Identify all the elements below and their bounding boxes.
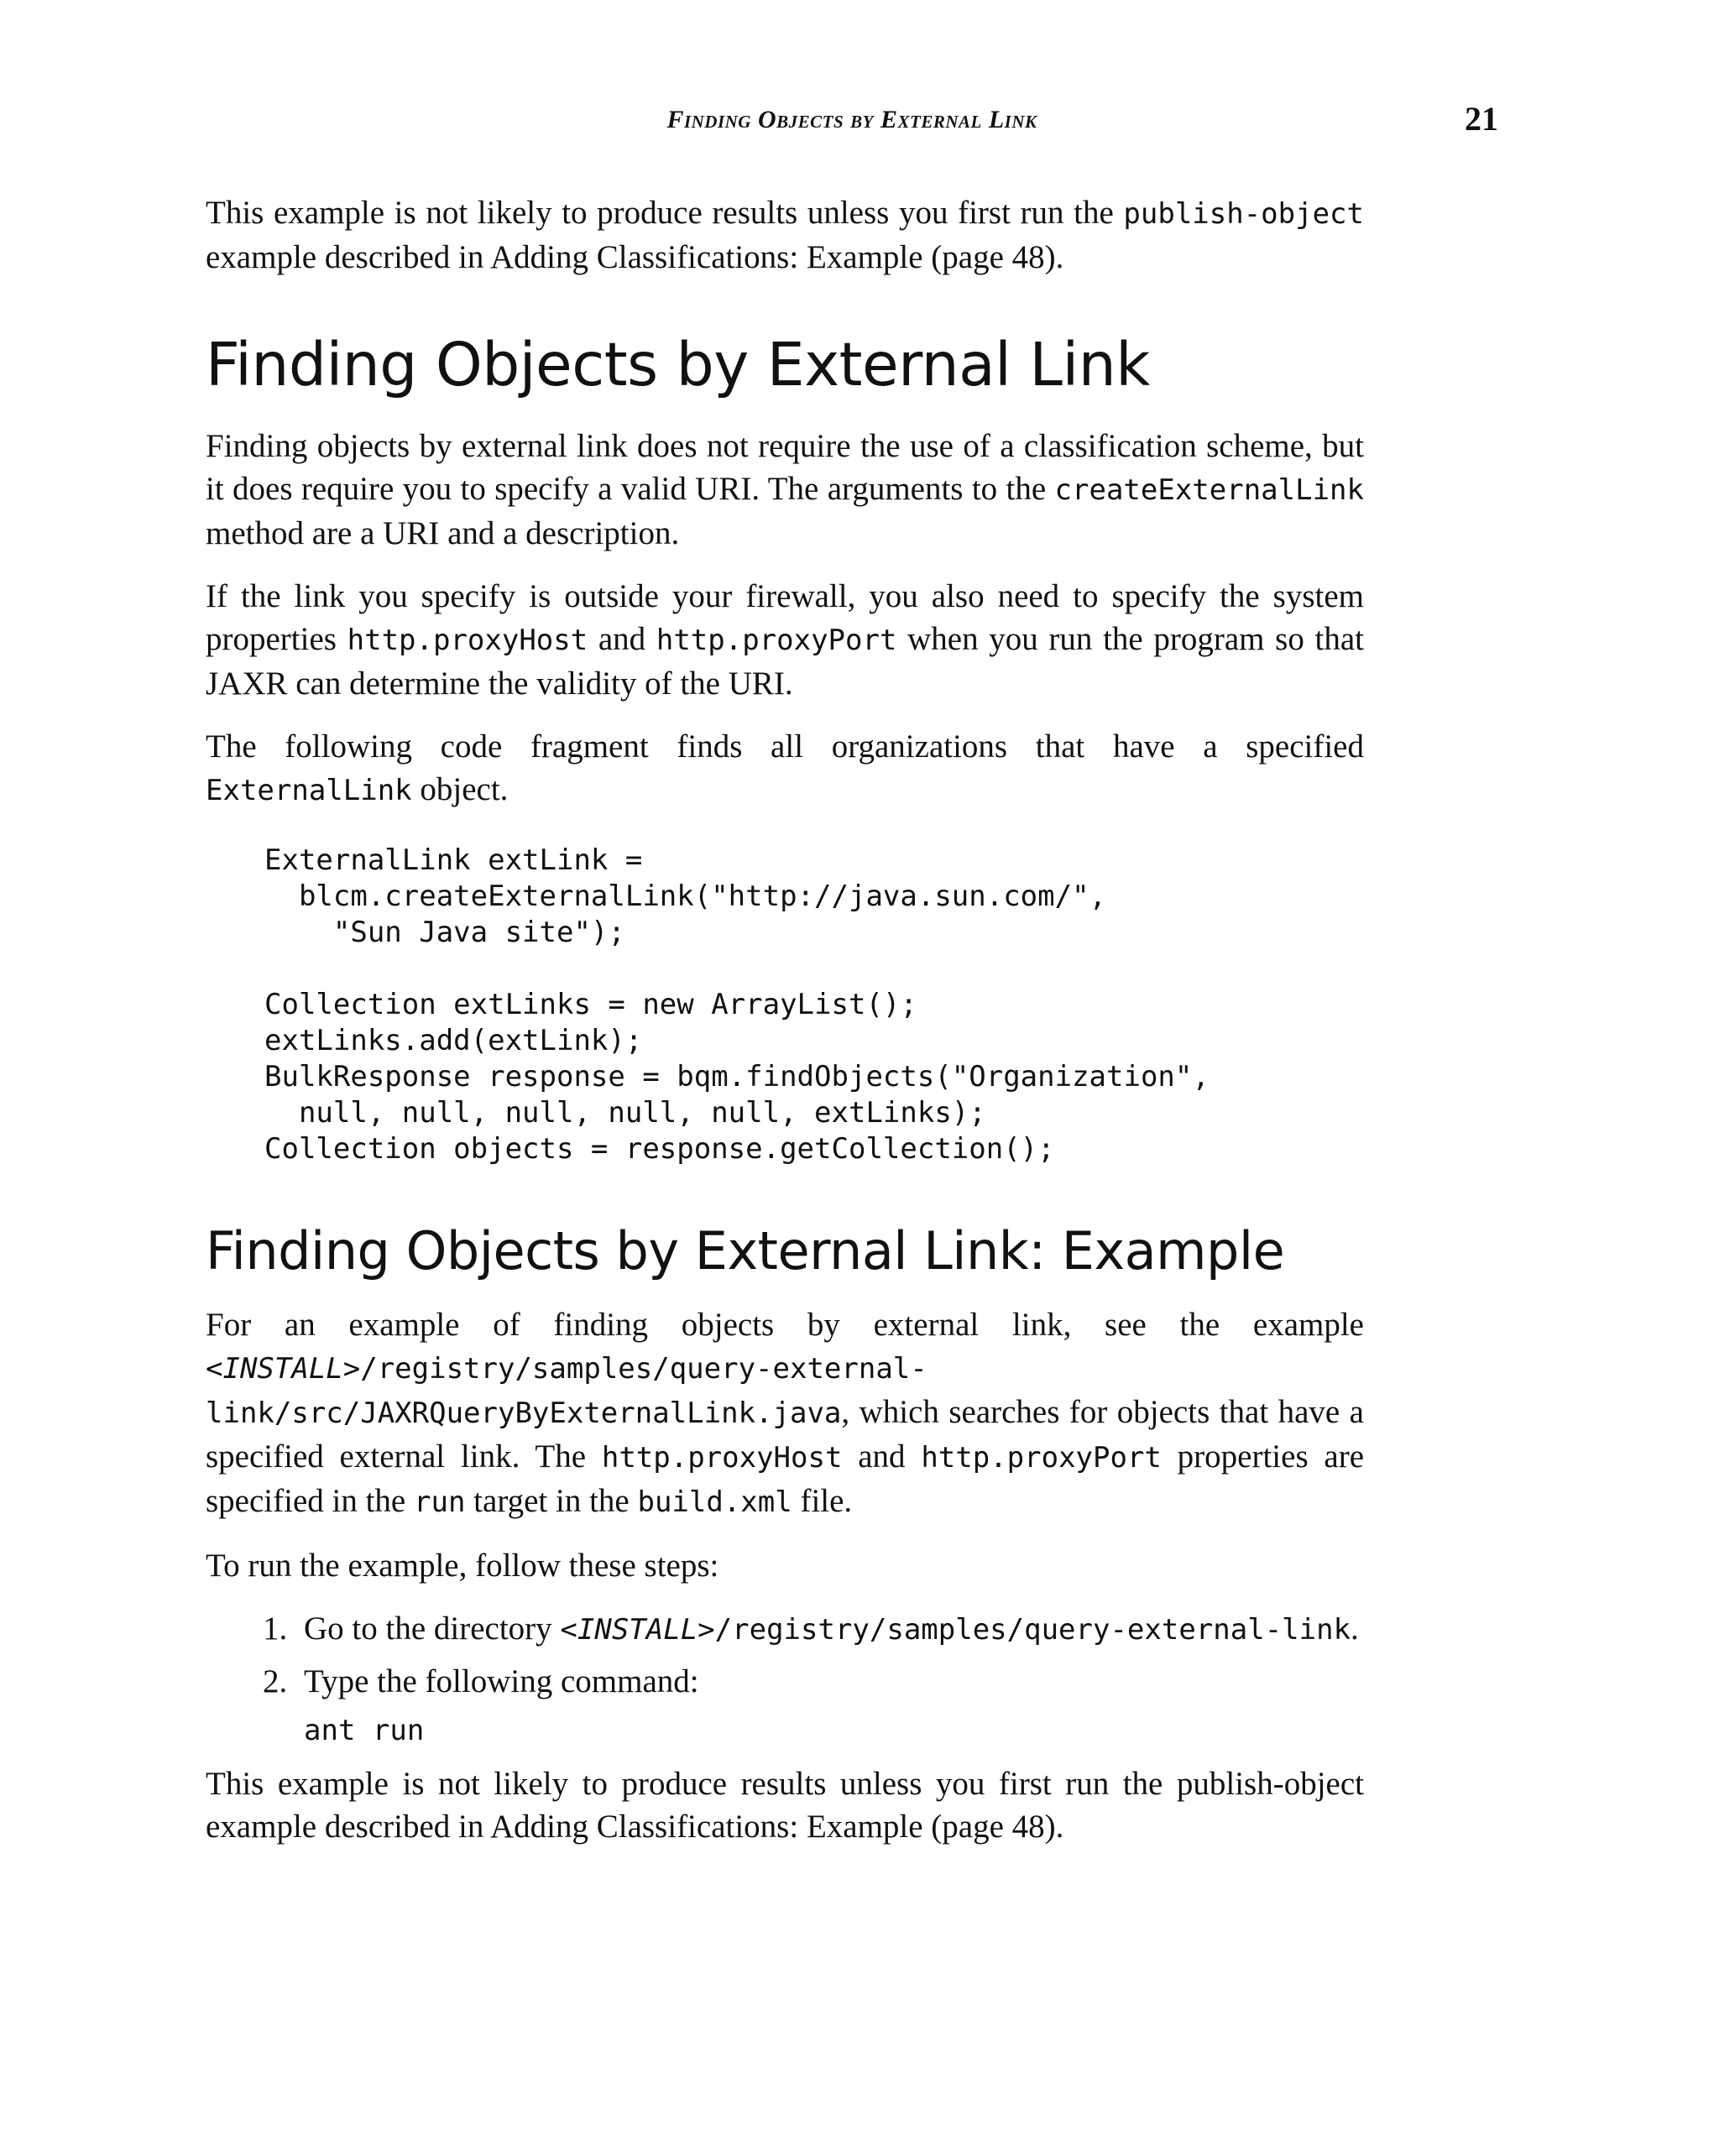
- paragraph: Finding objects by external link does not require the use of a classification scheme, but it does require you to specify a valid URI. The arguments to the createExternalLink method are a URI and a description.: [206, 428, 1364, 551]
- paragraph: For an example of finding objects by external link, see the example <INSTALL>/registry/samples/query-external-link/src/JAXRQueryByExternalLink.java, which searches for objects that have a specified external link. The http.proxyHost and http.proxyPort properties are specified in the run target in the build.xml file.: [206, 1307, 1365, 1519]
- step-number: 1.: [263, 1610, 288, 1647]
- paragraph: The following code fragment finds all organizations that have a specified ExternalLink object.: [206, 728, 1364, 807]
- subsection-heading: Finding Objects by External Link: Example: [206, 1220, 1285, 1282]
- section-heading: Finding Objects by External Link: [206, 330, 1150, 399]
- steps-list: [206, 1607, 1364, 1752]
- paragraph: To run the example, follow these steps:: [206, 1548, 719, 1584]
- code-block: ExternalLink extLink = blcm.createExternalLink("http://java.sun.com/", "Sun Java site"); Collection extLinks = new ArrayList(); extLinks.add(extLink); BulkResponse response = bqm.findObjects("Organization", null, null, null, null, null, extLinks); Collection objects = response.getCollection();: [264, 843, 1210, 1166]
- paragraph: This example is not likely to produce results unless you first run the publish-object example described in Adding Classifications: Example (page 48).: [206, 1766, 1364, 1845]
- intro-paragraph: This example is not likely to produce results unless you first run the publish-object example described in Adding Classifications: Example (page 48).: [206, 195, 1364, 275]
- list-item: 1. Go to the directory <INSTALL>/registry/samples/query-external-link.: [206, 1607, 1364, 1652]
- running-title: Finding Objects by External Link: [666, 106, 1037, 133]
- page-body: [206, 191, 1364, 1868]
- running-header: [206, 99, 1498, 149]
- page-number: 21: [1465, 100, 1498, 138]
- paragraph: If the link you specify is outside your firewall, you also need to specify the system properties http.proxyHost and http.proxyPort when you run the program so that JAXR can determine the validity of the URI.: [206, 578, 1365, 702]
- step-number: 2.: [263, 1663, 288, 1699]
- command-text: ant run: [304, 1714, 425, 1747]
- list-item: 2. Type the following command: ant run: [206, 1660, 1364, 1752]
